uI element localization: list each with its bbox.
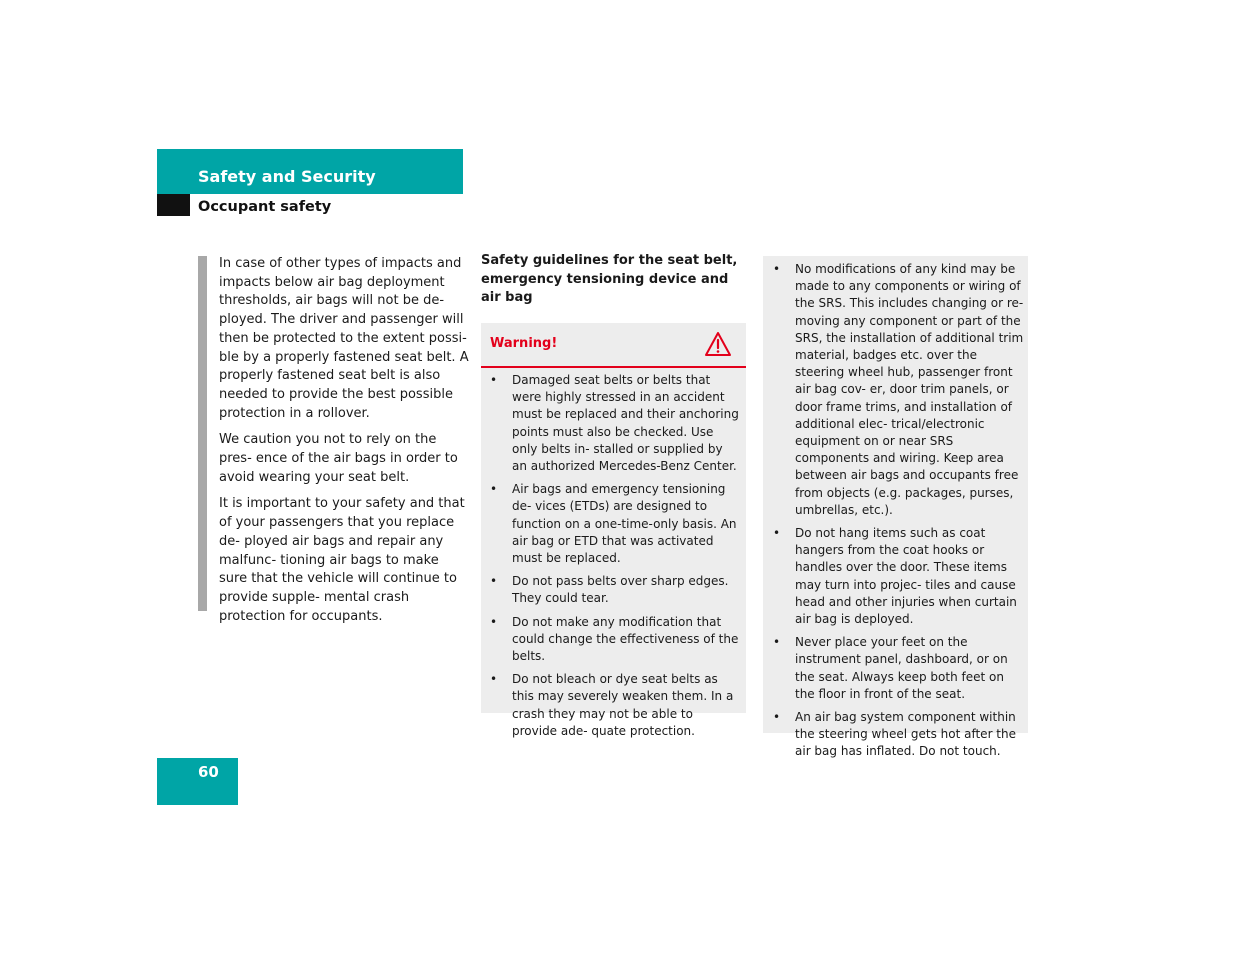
list-item-text: Do not pass belts over sharp edges. They could tear. xyxy=(512,574,729,606)
list-item-text: No modifications of any kind may be made to any components or wiring of the SRS. This includes changing or re- moving any component or part of the SRS, the installation of additional trim material, badges etc. over the steering wheel hub, passenger front air bag cov- er, door trim panels, or door frame trims, and installation of additional elec- trical/electronic equipment on or near SRS components and wiring. Keep area between air bags and occupants free from objects (e.g. packages, purses, umbrellas, etc.). xyxy=(795,262,1024,517)
list-item-text: Damaged seat belts or belts that were highly stressed in an accident must be replaced and their anchoring points must also be checked. Use only belts in- stalled or supplied by an authorized Mercedes-Benz Center. xyxy=(512,373,739,474)
intro-paragraph: It is important to your safety and that of your passengers that you replace de- ployed air bags and repair any malfunc- tioning air bags to make sure that the vehicle will continue to provide supple- mental crash protection for occupants. xyxy=(219,496,465,624)
list-item: • Air bags and emergency tensioning de- vices (ETDs) are designed to function on a one-time-only basis. An air bag or ETD that was activated must be replaced. xyxy=(490,482,737,566)
list-item: • Do not hang items such as coat hangers from the coat hooks or handles over the door. These items may turn into projec- tiles and cause head and other injuries when curtain air bag is deployed. xyxy=(773,526,1017,627)
continued-warning-box xyxy=(763,256,1028,759)
page-number: 60 xyxy=(198,763,219,781)
subsection-marker xyxy=(157,194,190,216)
list-item: • Do not bleach or dye seat belts as this may severely weaken them. In a crash they may not be able to provide ade- quate protection. xyxy=(490,672,734,738)
list-item-text: Do not hang items such as coat hangers from the coat hooks or handles over the door. These items may turn into projec- tiles and cause head and other injuries when curtain air bag is deployed. xyxy=(795,526,1017,627)
list-item: • Damaged seat belts or belts that were highly stressed in an accident must be replaced and their anchoring points must also be checked. Use only belts in- stalled or supplied by an authorized Mercedes-Benz Center. xyxy=(490,373,739,474)
list-item: • No modifications of any kind may be made to any components or wiring of the SRS. This includes changing or re- moving any component or part of the SRS, the installation of additional trim material, badges etc. over the steering wheel hub, passenger front air bag cov- er, door trim panels, or door frame trims, and installation of additional elec- trical/electronic equipment on or near SRS components and wiring. Keep area between air bags and occupants free from objects (e.g. packages, purses, umbrellas, etc.). xyxy=(773,262,1024,517)
warning-triangle-icon xyxy=(704,331,732,357)
list-item-text: Never place your feet on the instrument panel, dashboard, or on the seat. Always keep both feet on the floor in front of the seat. xyxy=(795,635,1008,701)
warning-list xyxy=(490,372,740,746)
intro-column xyxy=(219,255,469,634)
guidelines-heading: Safety guidelines for the seat belt, emergency tensioning device and air bag xyxy=(481,253,738,306)
subsection-title: Occupant safety xyxy=(198,199,332,215)
intro-paragraph: In case of other types of impacts and impacts below air bag deployment thresholds, air bags will not be de- ployed. The driver and passenger will then be protected to the extent possi- ble by a properly fastened seat belt. A properly fastened seat belt is also needed to provide the best possible protection in a rollover. xyxy=(219,256,469,421)
intro-paragraph: We caution you not to rely on the pres- ence of the air bags in order to avoid wearing your seat belt. xyxy=(219,432,458,485)
list-item: • Do not make any modification that could change the effectiveness of the belts. xyxy=(490,614,739,664)
list-item-text: An air bag system component within the steering wheel gets hot after the air bag has inflated. Do not touch. xyxy=(795,710,1017,759)
warning-header xyxy=(481,323,746,368)
list-item-text: Air bags and emergency tensioning de- vices (ETDs) are designed to function on a one-time-only basis. An air bag or ETD that was activated must be replaced. xyxy=(512,482,737,566)
section-title: Safety and Security xyxy=(198,167,376,186)
list-item-text: Do not make any modification that could change the effectiveness of the belts. xyxy=(512,614,739,664)
list-item-text: Do not bleach or dye seat belts as this may severely weaken them. In a crash they may not be able to provide ade- quate protection. xyxy=(512,672,734,738)
continued-list xyxy=(773,261,1024,767)
note-side-bar xyxy=(198,256,207,611)
list-item: • Never place your feet on the instrument panel, dashboard, or on the seat. Always keep both feet on the floor in front of the seat. xyxy=(773,635,1008,701)
warning-label: Warning! xyxy=(490,336,558,351)
list-item: • An air bag system component within the steering wheel gets hot after the air bag has inflated. Do not touch. xyxy=(773,710,1017,759)
warning-box xyxy=(481,323,746,738)
list-item: • Do not pass belts over sharp edges. They could tear. xyxy=(490,574,729,606)
